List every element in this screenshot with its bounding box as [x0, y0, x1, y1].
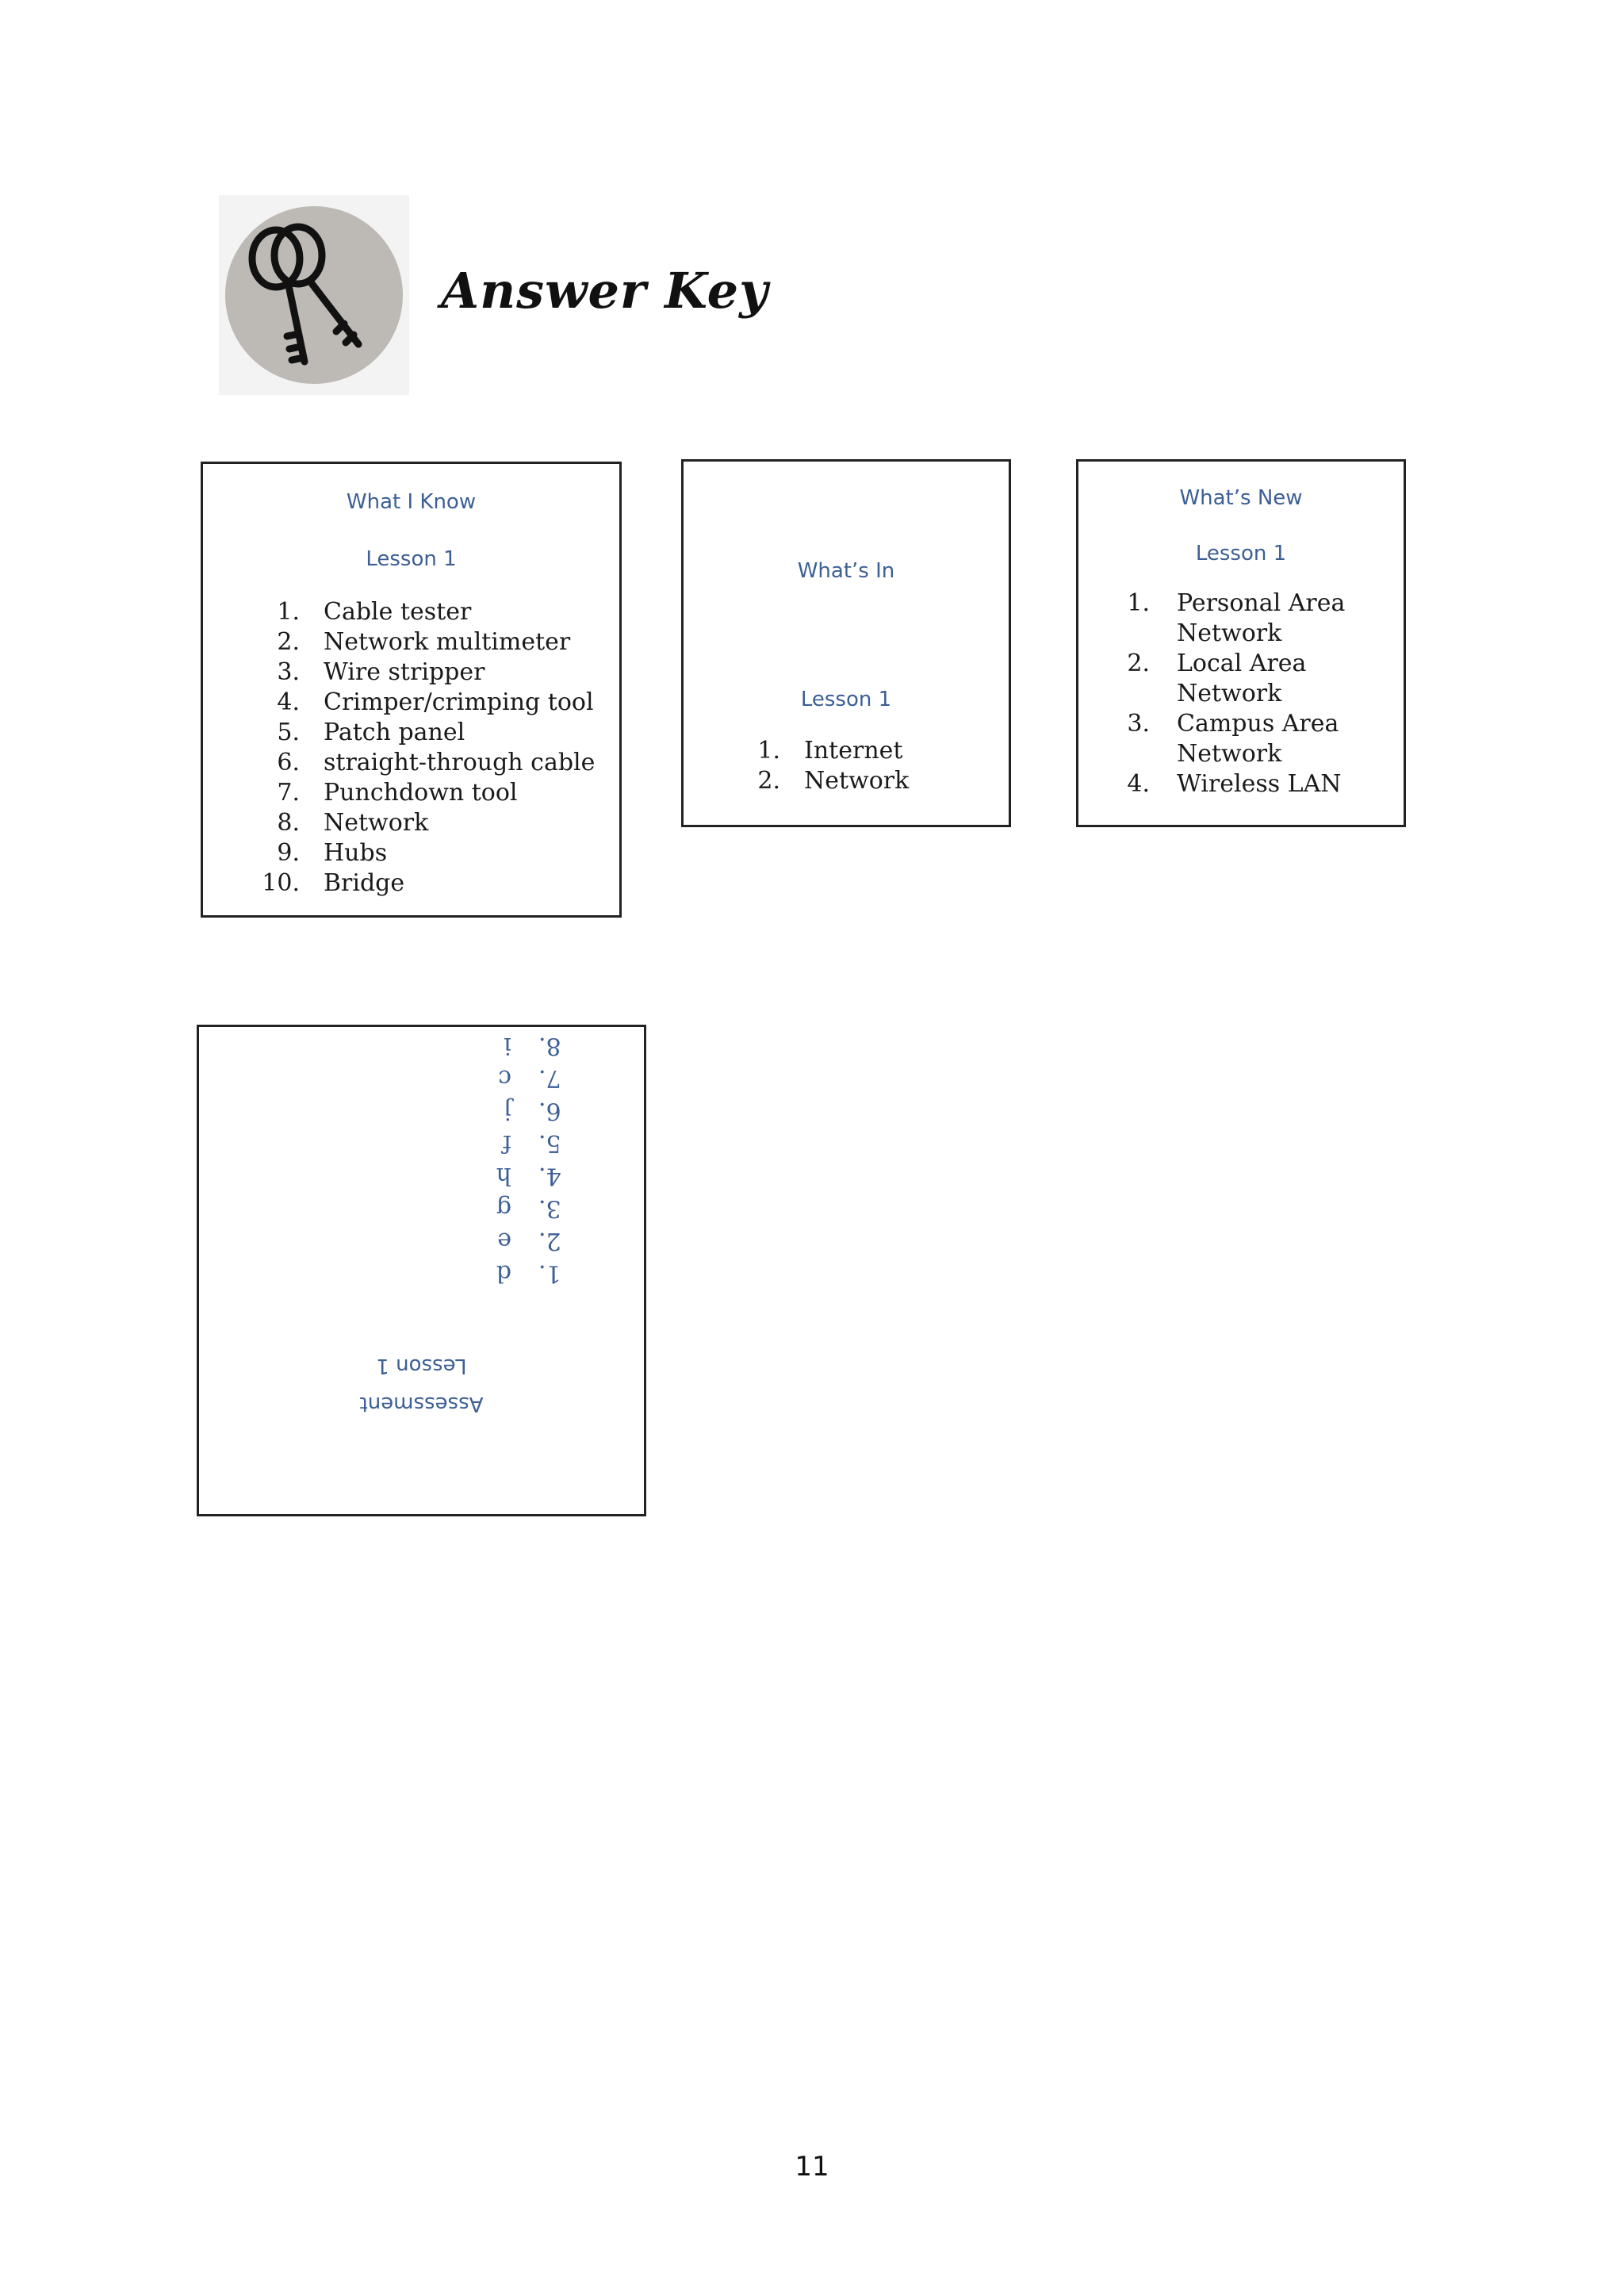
- list-item: 1. Cable tester: [277, 598, 472, 626]
- list-item: 1. Internet: [757, 737, 903, 765]
- list-item: 2. Local Area Network: [1127, 650, 1307, 707]
- list-item: 8. i: [504, 1032, 561, 1060]
- list-item: 1. Personal Area Network: [1127, 589, 1346, 647]
- list-item: 4. Crimper/crimping tool: [277, 688, 594, 716]
- assessment-list: [199, 1029, 644, 1290]
- assessment-lesson: Lesson 1: [376, 1354, 467, 1378]
- what-i-know-heading: What I Know: [346, 490, 477, 514]
- whats-in-heading: What’s In: [797, 559, 895, 583]
- list-item: 5. Patch panel: [277, 719, 465, 746]
- list-item: 4. h: [496, 1162, 561, 1190]
- keys-icon: [219, 195, 409, 395]
- list-item: 7. c: [498, 1064, 561, 1092]
- list-item: 9. Hubs: [277, 839, 388, 867]
- list-item: 3. g: [496, 1194, 561, 1222]
- assessment-rotated-content: [199, 1027, 644, 1514]
- list-item: 2. e: [497, 1227, 561, 1255]
- whats-new-heading: What’s New: [1179, 486, 1303, 510]
- list-item: 5. f: [502, 1129, 561, 1157]
- what-i-know-lesson: Lesson 1: [366, 547, 457, 571]
- list-item: 3. Wire stripper: [277, 658, 485, 686]
- whats-new-lesson: Lesson 1: [1195, 542, 1287, 565]
- list-item: 6. j: [504, 1097, 561, 1125]
- whats-in-list: [684, 736, 1009, 796]
- page-title: Answer Key: [441, 262, 769, 320]
- what-i-know-list: [203, 597, 619, 899]
- assessment-heading: Assessment: [359, 1392, 484, 1416]
- list-item: 2. Network multimeter: [277, 628, 571, 656]
- list-item: 1. d: [496, 1259, 561, 1287]
- list-item: 7. Punchdown tool: [277, 779, 518, 807]
- whats-in-lesson: Lesson 1: [800, 688, 892, 711]
- list-item: 3. Campus Area Network: [1127, 710, 1339, 768]
- whats-new-box: [1076, 459, 1406, 827]
- list-item: 4. Wireless LAN: [1127, 770, 1342, 798]
- list-item: 10. Bridge: [262, 869, 405, 897]
- list-item: 6. straight-through cable: [277, 749, 596, 776]
- assessment-box: [197, 1025, 646, 1516]
- what-i-know-box: [201, 462, 622, 918]
- assessment-header: [199, 1347, 644, 1423]
- page-number: 11: [795, 2151, 829, 2183]
- list-item: 2. Network: [757, 767, 910, 795]
- whats-in-box: [681, 459, 1011, 827]
- list-item: 8. Network: [277, 809, 429, 837]
- whats-new-list: [1078, 588, 1404, 799]
